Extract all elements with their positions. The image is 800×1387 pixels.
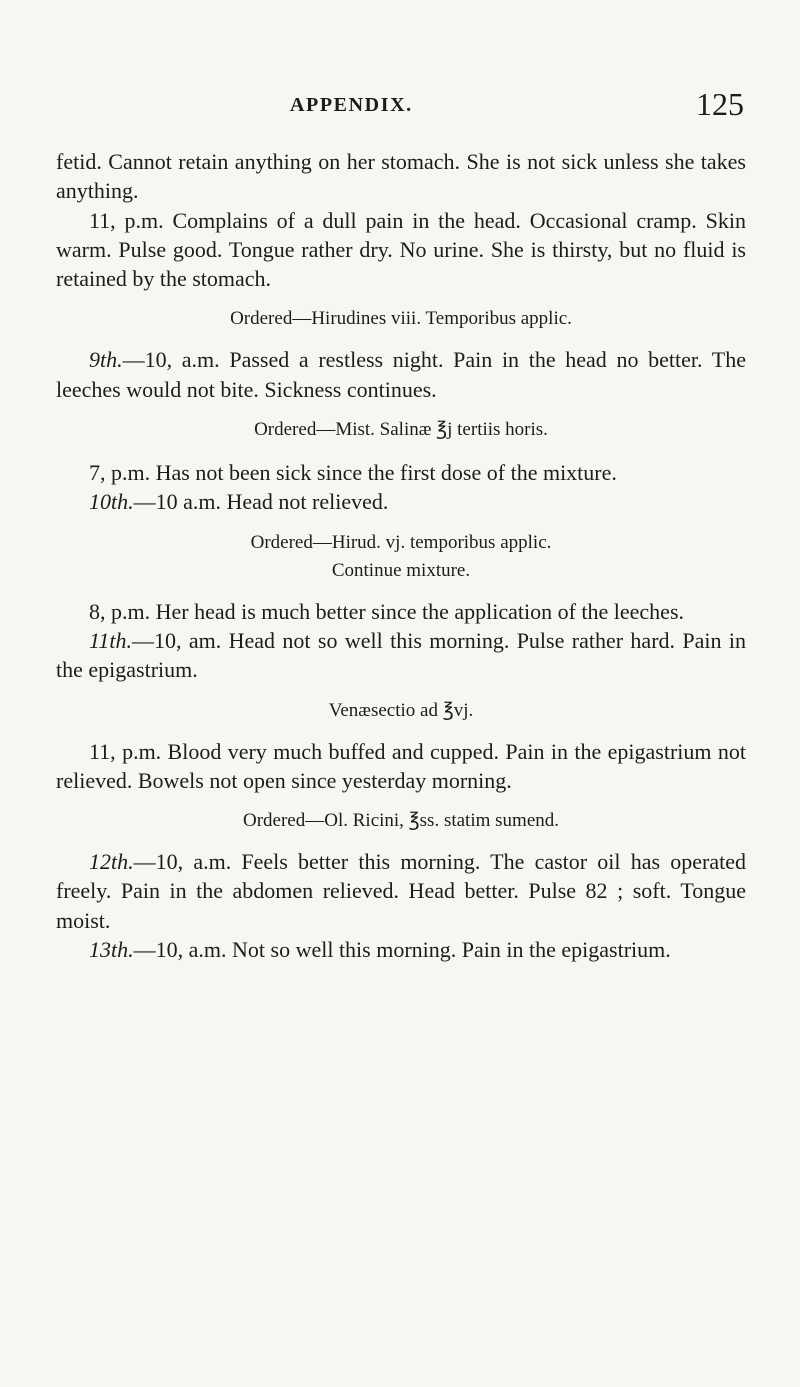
page-header xyxy=(0,86,800,134)
paragraph: 7, p.m. Has not been sick since the first dose of the mixture. xyxy=(89,460,617,486)
entry-text: —10 a.m. Head not relieved. xyxy=(133,489,389,515)
entry-date: 10th. xyxy=(89,489,134,515)
entry-date: 12th. xyxy=(89,849,134,875)
entry-date: 13th. xyxy=(89,937,134,963)
prescription-line: Continue mixture. xyxy=(331,559,471,581)
entry-text: —10, a.m. Passed a restless night. Pain in the head no better. The leeches would not bite. Sickness continues. xyxy=(56,347,746,402)
page-number: 125 xyxy=(696,86,744,122)
paragraph: 8, p.m. Her head is much better since the application of the leeches. xyxy=(89,598,685,624)
paragraph xyxy=(56,935,746,964)
entry-date: 9th. xyxy=(89,347,123,373)
paragraph xyxy=(56,626,746,685)
body-text xyxy=(56,147,746,964)
paragraph: 11, p.m. Blood very much buffed and cupped. Pain in the epigastrium not relieved. Bowels not open since yesterday morning. xyxy=(56,738,746,793)
paragraph: 11, p.m. Complains of a dull pain in the head. Occasional cramp. Skin warm. Pulse good. Tongue rather dry. No urine. She is thirsty, but no fluid is retained by the stomach. xyxy=(56,207,746,292)
paragraph xyxy=(56,345,746,404)
running-title: APPENDIX. xyxy=(290,94,413,116)
entry-date: 11th. xyxy=(89,627,132,653)
entry-text: —10, a.m. Feels better this morning. The castor oil has operated freely. Pain in the abdomen relieved. Head better. Pulse 82 ; soft. Tongue moist. xyxy=(56,849,746,933)
prescription-line: Ordered—Hirud. vj. temporibus applic. xyxy=(250,531,552,553)
paragraph: fetid. Cannot retain anything on her stomach. She is not sick unless she takes anything. xyxy=(56,149,746,204)
entry-text: —10, am. Head not so well this morning. Pulse rather hard. Pain in the epigastrium. xyxy=(56,627,746,683)
paragraph xyxy=(56,847,746,935)
prescription-line: Venæsectio ad ℥vj. xyxy=(328,699,474,721)
prescription-line: Ordered—Ol. Ricini, ℥ss. statim sumend. xyxy=(243,810,559,832)
paragraph xyxy=(56,487,746,516)
entry-text: —10, a.m. Not so well this morning. Pain in the epigastrium. xyxy=(133,937,671,963)
prescription-line: Ordered—Hirudines viii. Temporibus applic. xyxy=(230,308,572,330)
prescription-line: Ordered—Mist. Salinæ ℥j tertiis horis. xyxy=(254,419,548,441)
